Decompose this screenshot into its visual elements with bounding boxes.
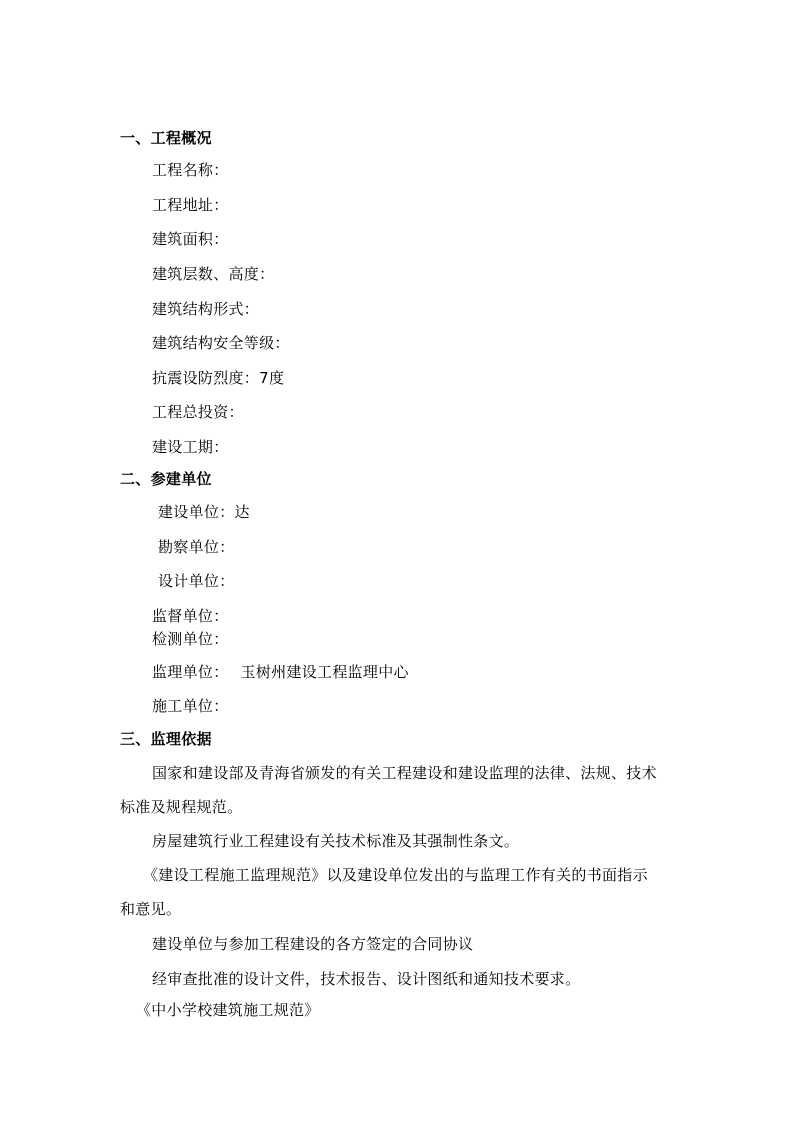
field-floors-height: 建筑层数、高度： <box>152 265 275 283</box>
basis-paragraph-6: 《中小学校建筑施工规范》 <box>136 1001 320 1019</box>
party-survey-unit: 勘察单位： <box>158 538 235 556</box>
party-supervision-authority: 监督单位： <box>152 607 229 625</box>
party-contractor-unit: 施工单位： <box>152 697 229 715</box>
basis-paragraph-3-line-2: 和意见。 <box>120 900 182 918</box>
party-supervisor <box>152 662 409 682</box>
party-supervisor-label: 监理单位： <box>152 663 229 681</box>
basis-paragraph-4: 建设单位与参加工程建设的各方签定的合同协议 <box>152 935 474 953</box>
field-project-address: 工程地址： <box>152 196 229 214</box>
field-structure-type: 建筑结构形式： <box>152 300 260 318</box>
party-supervisor-value: 玉树州建设工程监理中心 <box>240 663 409 681</box>
field-total-investment: 工程总投资： <box>152 403 244 421</box>
field-construction-period: 建设工期： <box>152 438 229 456</box>
field-safety-grade: 建筑结构安全等级： <box>152 334 290 352</box>
section-heading-parties: 二、参建单位 <box>120 470 212 488</box>
section-heading-overview: 一、工程概况 <box>120 129 212 147</box>
basis-paragraph-3-line-1: 《建设工程施工监理规范》以及建设单位发出的与监理工作有关的书面指示 <box>143 866 648 884</box>
field-seismic-intensity: 抗震设防烈度：7度 <box>152 369 285 387</box>
section-heading-basis: 三、监理依据 <box>120 730 212 748</box>
field-project-name: 工程名称： <box>152 161 229 179</box>
basis-paragraph-1-line-1: 国家和建设部及青海省颁发的有关工程建设和建设监理的法律、法规、技术 <box>152 764 657 782</box>
party-construction-unit: 建设单位：达 <box>158 503 250 521</box>
basis-paragraph-2: 房屋建筑行业工程建设有关技术标准及其强制性条文。 <box>152 832 520 850</box>
basis-paragraph-5: 经审查批准的设计文件，技术报告、设计图纸和通知技术要求。 <box>152 970 581 988</box>
field-building-area: 建筑面积： <box>152 230 229 248</box>
party-testing-unit: 检测单位： <box>152 630 229 648</box>
party-design-unit: 设计单位： <box>158 572 235 590</box>
basis-paragraph-1-line-2: 标准及规程规范。 <box>120 798 243 816</box>
